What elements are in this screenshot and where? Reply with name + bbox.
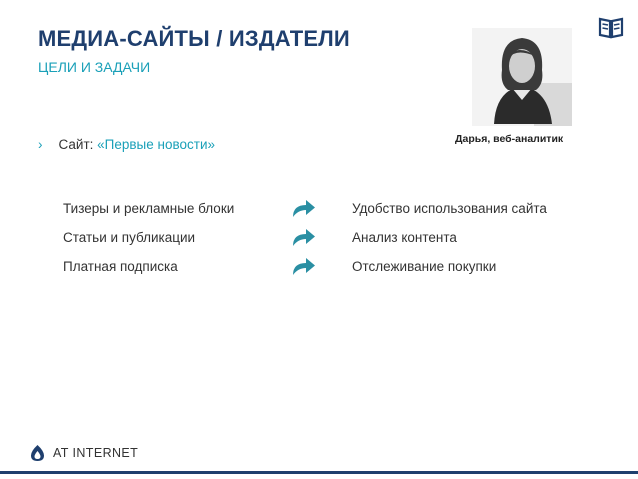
curved-arrow-icon (290, 226, 316, 248)
mapping-row (0, 201, 638, 225)
curved-arrow-icon (290, 197, 316, 219)
book-icon (598, 15, 624, 41)
slide-subtitle: ЦЕЛИ И ЗАДАЧИ (38, 59, 151, 75)
photo-caption: Дарья, веб-аналитик (455, 133, 564, 145)
footer-divider (0, 471, 638, 474)
mapping-target: Анализ контента (352, 230, 457, 245)
mapping-target: Отслеживание покупки (352, 259, 497, 274)
analyst-photo (472, 28, 572, 126)
mapping-source: Тизеры и рекламные блоки (63, 201, 235, 216)
mapping-source: Статьи и публикации (63, 230, 196, 245)
site-label: Сайт: (58, 137, 94, 152)
footer-brand: AT INTERNET (53, 446, 139, 460)
curved-arrow-icon (290, 255, 316, 277)
bullet-marker: › (38, 137, 43, 152)
mapping-row (0, 230, 638, 254)
site-name: «Первые новости» (97, 137, 215, 152)
mapping-source: Платная подписка (63, 259, 178, 274)
mapping-target: Удобство использования сайта (352, 201, 547, 216)
slide-title: МЕДИА-САЙТЫ / ИЗДАТЕЛИ (38, 26, 350, 51)
site-bullet (38, 137, 215, 152)
mapping-row (0, 259, 638, 283)
at-internet-logo-icon (30, 444, 45, 462)
